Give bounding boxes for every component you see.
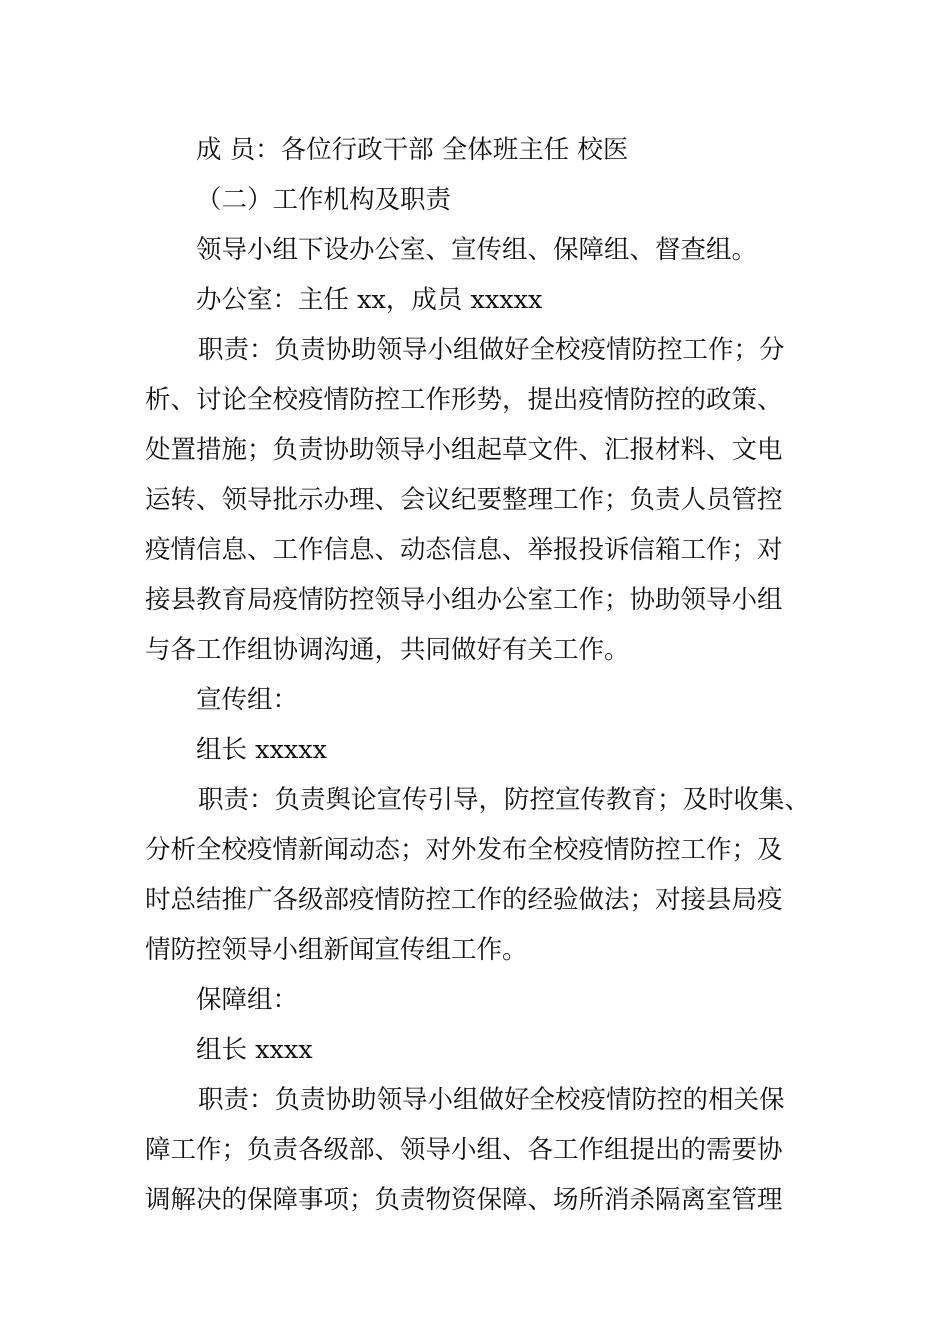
paragraph-line: 时总结推广各级部疫情防控工作的经验做法；对接县局疫 bbox=[145, 885, 783, 915]
paragraph-line: 障工作；负责各级部、领导小组、各工作组提出的需要协 bbox=[145, 1135, 783, 1165]
paragraph-line: 调解决的保障事项；负责物资保障、场所消杀隔离室管理 bbox=[145, 1185, 783, 1215]
paragraph-line: 职责：负责舆论宣传引导，防控宣传教育；及时收集、 bbox=[198, 785, 811, 815]
section-heading-organization: （二）工作机构及职责 bbox=[196, 185, 452, 215]
paragraph-line: 接县教育局疫情防控领导小组办公室工作；协助领导小组 bbox=[145, 585, 783, 615]
paragraph-line: 职责：负责协助领导小组做好全校疫情防控的相关保 bbox=[198, 1085, 785, 1115]
paragraph-line: 疫情信息、工作信息、动态信息、举报投诉信箱工作；对 bbox=[145, 535, 783, 565]
paragraph-line: 与各工作组协调沟通，共同做好有关工作。 bbox=[145, 635, 630, 665]
paragraph-line: 情防控领导小组新闻宣传组工作。 bbox=[145, 935, 528, 965]
paragraph-line: 析、讨论全校疫情防控工作形势，提出疫情防控的政策、 bbox=[145, 385, 783, 415]
publicity-group-leader: 组长 xxxxx bbox=[196, 735, 328, 765]
support-group-heading: 保障组： bbox=[196, 985, 299, 1015]
paragraph-line: 运转、领导批示办理、会议纪要整理工作；负责人员管控 bbox=[145, 485, 783, 515]
paragraph-line: 分析全校疫情新闻动态；对外发布全校疫情防控工作；及 bbox=[145, 835, 783, 865]
paragraph-line: 职责：负责协助领导小组做好全校疫情防控工作；分 bbox=[198, 335, 785, 365]
paragraph-line: 处置措施；负责协助领导小组起草文件、汇报材料、文电 bbox=[145, 435, 783, 465]
support-group-leader: 组长 xxxx bbox=[196, 1035, 313, 1065]
publicity-group-heading: 宣传组： bbox=[196, 685, 299, 715]
members-line: 成 员：各位行政干部 全体班主任 校医 bbox=[196, 135, 629, 165]
office-heading: 办公室：主任 xx，成员 xxxxx bbox=[196, 285, 543, 315]
paragraph-line: 领导小组下设办公室、宣传组、保障组、督查组。 bbox=[196, 235, 758, 265]
